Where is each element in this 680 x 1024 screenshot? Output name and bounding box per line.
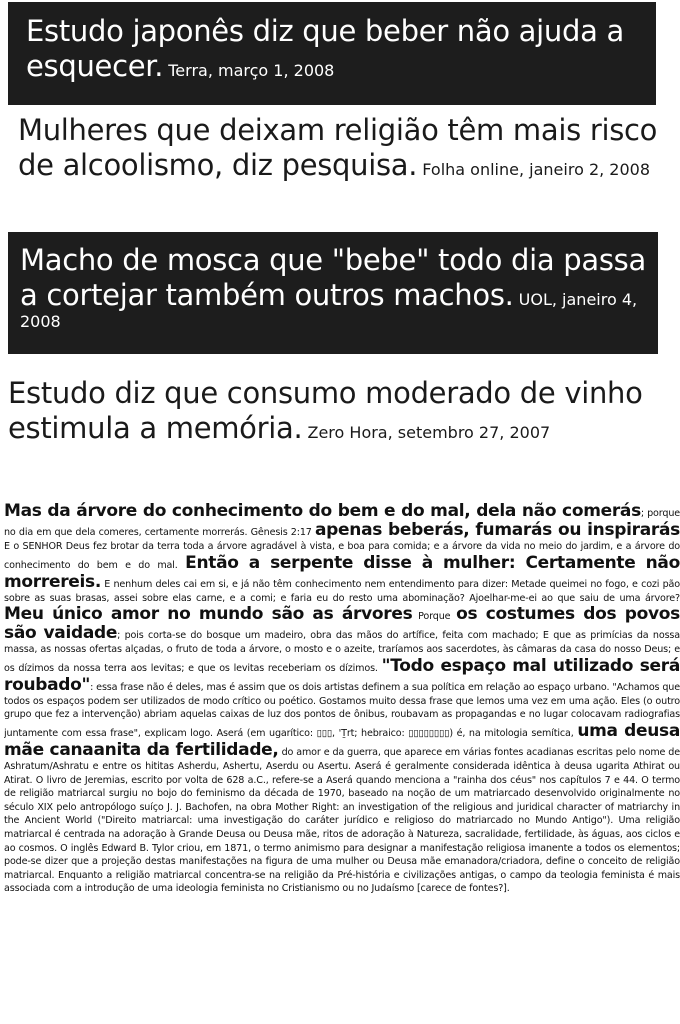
headline-source: Terra, março 1, 2008	[168, 60, 335, 80]
body-text	[4, 502, 680, 1024]
highlight-phrase: apenas beberás, fumarás ou inspirarás	[315, 520, 680, 540]
highlight-phrase: "Todo espaço mal utilizado será roubado"	[4, 655, 680, 695]
highlight-phrase: Mas da árvore do conhecimento do bem e do mal, dela não comerás	[4, 502, 641, 521]
headline-title: Macho de mosca que "bebe" todo dia passa a cortejar também outros machos.	[20, 243, 646, 312]
headline-source: Zero Hora, setembro 27, 2007	[307, 422, 551, 442]
headline-source: UOL, janeiro 4, 2008	[20, 289, 638, 331]
body-segment: Porque	[412, 611, 457, 623]
body-segment: : essa frase não é deles, mas é assim que os dois artistas definem a sua política em relação ao espaço urbano. "Achamos que todos os espaços podem ser utilizados de modo crítico ou poético. Gostamos muito dessa frase que lemos uma vez em uma ação. Eles (o outro grupo que fez a intervenção) abriam aquelas caixas de luz dos pontos de ônibus, roubavam as propagandas e no lugar colocavam radiografias juntamente com essa frase", explicam logo. Aserá (em ugarítico: ▯▯▯, 'Ṯrt; hebraico: ▯▯▯▯▯▯▯▯) é, na mitologia semítica,	[4, 681, 680, 739]
body-segment: E o SENHOR Deus fez brotar da terra toda a árvore agradável à vista, e boa para comida; e a árvore da vida no meio do jardim, e a árvore do conhecimento do bem e do mal.	[4, 541, 680, 571]
headline-title: Mulheres que deixam religião têm mais risco de alcoolismo, diz pesquisa.	[18, 113, 658, 182]
headline-4	[0, 376, 672, 445]
highlight-phrase: Então a serpente disse à mulher: Certamente não morrereis.	[4, 552, 680, 592]
highlight-phrase: os costumes dos povos são vaidade	[4, 604, 680, 644]
body-segment: do amor e da guerra, que aparece em várias fontes acadianas escritas pelo nome de Ashratum/Ashratu e entre os hititas Asherdu, Ashertu, Aserdu ou Asertu. Aserá é geralmente considerada idêntica à deusa ugarita Athirat ou Atirat. O livro de Jeremias, escrito por volta de 628 a.C., refere-se a Aserá quando menciona a "rainha dos céus" nos capítulos 7 e 44. O termo de religião matriarcal surgiu no bojo do feminismo da década de 1970, baseado na noção de um matriarcado desenvolvido originalmente no século XIX pelo antropólogo suíço J. J. Bachofen, na obra Mother Right: an investigation of the religious and juridical character of matriarchy in the Ancient World ("Direito matriarcal: uma investigação do caráter jurídico e religioso do matriarcado no Mundo Antigo"). Uma religião matriarcal é centrada na adoração à Grande Deusa ou Deusa mãe, ritos de adoração à Natureza, sacralidade, fertilidade, às águas, aos ciclos e ao cosmos. O inglês Edward B. Tylor criou, em 1871, o termo animismo para designar a manifestação religiosa imanente a todos os elementos; pode-se dizer que a projeção destas manifestações na figura de uma mulher ou Deusa mãe emanadora/criadora, define o conceito de religião matriarcal. Enquanto a religião matriarcal concentra-se na religião da Pré-história e civilizações antigas, o campo da teologia feminista é mais associada com a introdução de uma ideologia feminista no Cristianismo ou no Judaísmo [carece de fontes?].	[4, 746, 680, 895]
body-segment: E nenhum deles cai em si, e já não têm conhecimento nem entendimento para dizer: Metade queimei no fogo, e cozi pão sobre as suas brasas, assei sobre elas carne, e a comi; e faria eu do resto uma abominação? Ajoelhar-me-ei ao que saiu de uma árvore?	[4, 578, 680, 604]
highlight-phrase: Meu único amor no mundo são as árvores	[4, 604, 413, 625]
headline-1	[8, 2, 656, 105]
headline-title: Estudo japonês diz que beber não ajuda a esquecer.	[26, 14, 624, 83]
headline-2	[8, 113, 668, 182]
body-segment: ; porque no dia em que dela comeres, certamente morrerás. Gênesis 2:17	[4, 508, 680, 538]
headline-source: Folha online, janeiro 2, 2008	[422, 159, 651, 179]
headline-title: Estudo diz que consumo moderado de vinho estimula a memória.	[8, 376, 643, 445]
headline-3	[8, 232, 658, 354]
body-segment: ; pois corta-se do bosque um madeiro, obra das mãos do artífice, feita com machado; E que as primícias da nossa massa, as nossas ofertas alçadas, o fruto de toda a árvore, o mosto e o azeite, traríamos aos sacerdotes, às câmaras da casa do nosso Deus; e os dízimos da nossa terra aos levitas; e que os levitas receberiam os dízimos.	[4, 630, 680, 674]
highlight-phrase: uma deusa mãe canaanita da fertilidade,	[4, 720, 680, 760]
